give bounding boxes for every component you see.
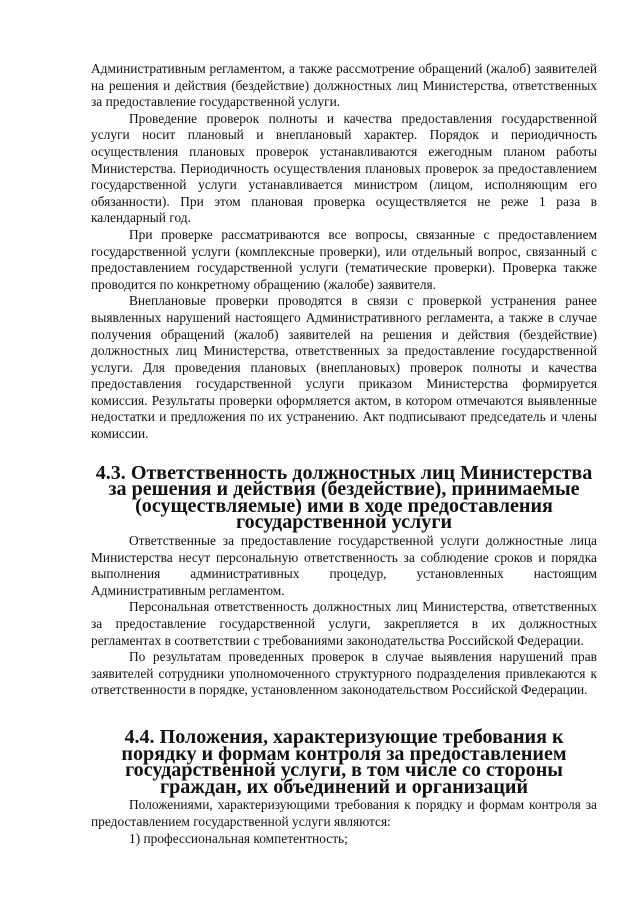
paragraph: Положениями, характеризующими требования к порядку и формам контроля за предоставлением государственной услуги являются: (91, 797, 597, 829)
paragraph: Проведение проверок полноты и качества предоставления государственной услуги носит плановый и внеплановый характер. Порядок и периодичность осуществления плановых проверок устанавливаются ежегодным планом работы Министерства. Периодичность осуществления плановых проверок за предоставлением государственной услуги устанавливается министром (лицом, исполняющим его обязанности). При этом плановая проверка осуществляется не реже 1 раза в календарный год. (91, 110, 597, 226)
spacer (91, 699, 597, 729)
section-heading-4-4: 4.4. Положения, характеризующие требования к порядку и формам контроля за предоставлением государственной услуги, в том числе со стороны граждан, их объединений и организаций (121, 725, 567, 798)
section-heading-4-3: 4.3. Ответственность должностных лиц Министерства за решения и действия (бездействие), принимаемые (осуществляемые) ими в ходе предоставления государственной услуги (95, 461, 593, 534)
paragraph: Ответственные за предоставление государственной услуги должностные лица Министерства несут персональную ответственность за соблюдение сроков и порядка выполнения административных процедур, установленных настоящим Административным регламентом. (91, 533, 597, 598)
paragraph: Персональная ответственность должностных лиц Министерства, ответственных за предоставление государственной услуги, закрепляется в их должностных регламентах в соответствии с требованиями законодательства Российской Федерации. (91, 599, 597, 648)
document-page (91, 61, 597, 847)
paragraph: При проверке рассматриваются все вопросы, связанные с предоставлением государственной услуги (комплексные проверки), или отдельный вопрос, связанный с предоставлением государственной услуги (тематические проверки). Проверка также проводится по конкретному обращению (жалобе) заявителя. (91, 226, 597, 292)
list-item: 1) профессиональная компетентность; (129, 830, 348, 846)
paragraph: Внеплановые проверки проводятся в связи с проверкой устранения ранее выявленных нарушений настоящего Административного регламента, а также в случае получения обращений (жалоб) заявителей на решения и действия (бездействие) должностных лиц Министерства, ответственных за предоставление государственной услуги. Для проведения плановых (внеплановых) проверок полноты и качества предоставления государственной услуги приказом Министерства формируется комиссия. Результаты проверки оформляется актом, в котором отмечаются выявленные недостатки и предложения по их устранению. Акт подписывают председатель и члены комиссии. (91, 293, 597, 442)
paragraph: По результатам проведенных проверок в случае выявления нарушений прав заявителей сотрудники уполномоченного структурного подразделения привлекаются к ответственности в порядке, установленном законодательством Российской Федерации. (91, 649, 597, 698)
paragraph: Административным регламентом, а также рассмотрение обращений (жалоб) заявителей на решения и действия (бездействие) должностных лиц Министерства, ответственных за предоставление государственной услуги. (91, 61, 597, 110)
